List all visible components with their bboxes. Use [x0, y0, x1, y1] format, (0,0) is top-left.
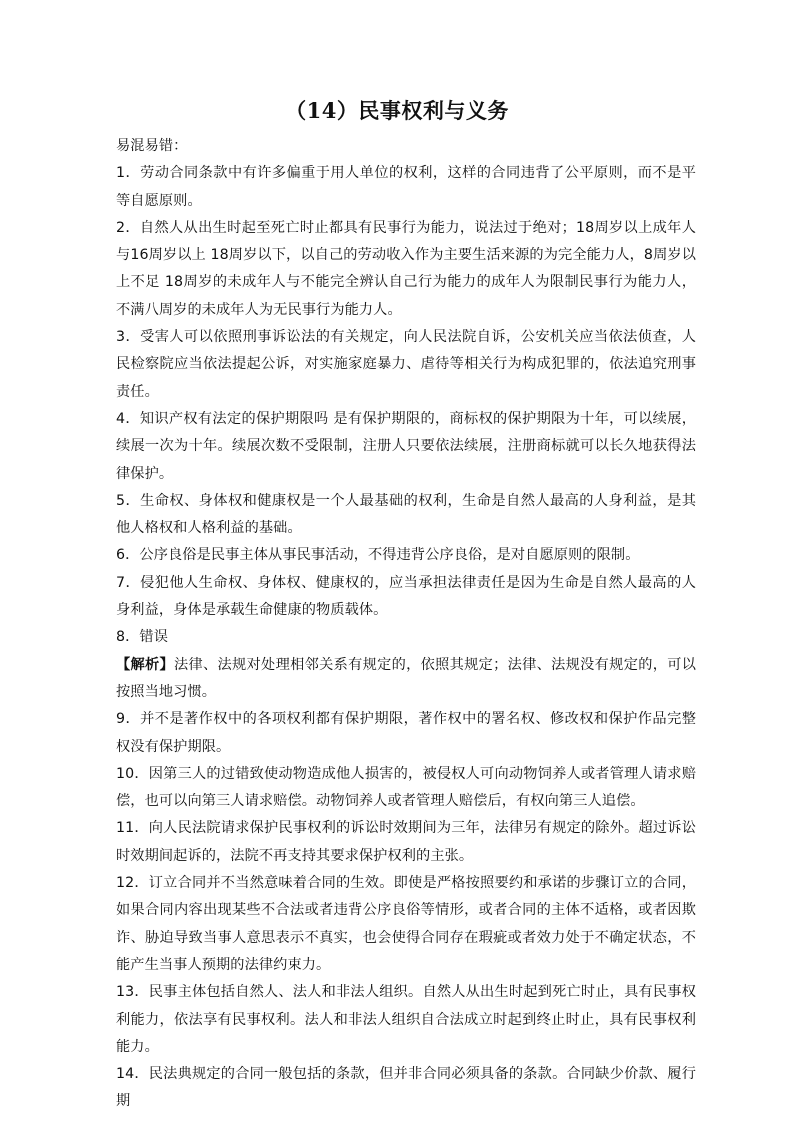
list-item: 13．民事主体包括自然人、法人和非法人组织。自然人从出生时起到死亡时止，具有民事权利能力，依法享有民事权利。法人和非法人组织自合法成立时起到终止时止，具有民事权利能力。	[116, 984, 696, 1055]
list-item: 8．错误	[116, 629, 168, 646]
list-item: 4．知识产权有法定的保护期限吗 是有保护期限的，商标权的保护期限为十年，可以续展，续展一次为十年。续展次数不受限制，注册人只要依法续展，注册商标就可以长久地获得法律保护。	[116, 410, 696, 482]
list-item: 3．受害人可以依照刑事诉讼法的有关规定，向人民法院自诉，公安机关应当依法侦查，人民检察院应当依法提起公诉，对实施家庭暴力、虐待等相关行为构成犯罪的，依法追究刑事责任。	[116, 329, 696, 400]
list-item: 11．向人民法院请求保护民事权利的诉讼时效期间为三年，法律另有规定的除外。超过诉讼时效期间起诉的，法院不再支持其要求保护权利的主张。	[116, 820, 696, 864]
list-item: 12．订立合同并不当然意味着合同的生效。即使是严格按照要约和承诺的步骤订立的合同，如果合同内容出现某些不合法或者违背公序良俗等情形，或者合同的主体不适格，或者因欺诈、胁迫导致当事人意思表示不真实，也会使得合同存在瑕疵或者效力处于不确定状态，不能产生当事人预期的法律约束力。	[116, 875, 696, 973]
document-body	[116, 133, 696, 1116]
list-item: 7．侵犯他人生命权、身体权、健康权的，应当承担法律责任是因为生命是自然人最高的人身利益，身体是承载生命健康的物质载体。	[116, 574, 696, 619]
list-item: 14．民法典规定的合同一般包括的条款，但并非合同必须具备的条款。合同缺少价款、履行期	[116, 1066, 696, 1110]
subheading: 易混易错：	[116, 138, 188, 154]
list-item: 9．并不是著作权中的各项权利都有保护期限，著作权中的署名权、修改权和保护作品完整权没有保护期限。	[116, 711, 696, 755]
page-title: （14）民事权利与义务	[285, 98, 509, 123]
analysis-paragraph	[116, 652, 696, 707]
analysis-text: 法律、法规对处理相邻关系有规定的，依照其规定；法律、法规没有规定的，可以按照当地习惯。	[116, 656, 696, 700]
list-item: 6．公序良俗是民事主体从事民事活动，不得违背公序良俗，是对自愿原则的限制。	[116, 547, 640, 564]
list-item: 5．生命权、身体权和健康权是一个人最基础的权利，生命是自然人最高的人身利益，是其他人格权和人格利益的基础。	[116, 492, 696, 537]
analysis-tag: 【解析】	[116, 656, 175, 673]
list-item: 10．因第三人的过错致使动物造成他人损害的，被侵权人可向动物饲养人或者管理人请求赔偿，也可以向第三人请求赔偿。动物饲养人或者管理人赔偿后，有权向第三人追偿。	[116, 765, 696, 810]
list-item: 1．劳动合同条款中有许多偏重于用人单位的权利，这样的合同违背了公平原则，而不是平等自愿原则。	[116, 165, 696, 209]
list-item: 2．自然人从出生时起至死亡时止都具有民事行为能力，说法过于绝对；18周岁以上成年人与16周岁以上 18周岁以下，以自己的劳动收入作为主要生活来源的为完全能力人，8周岁以上不足 18周岁的未成年人与不能完全辨认自己行为能力的成年人为限制民事行为能力人，不满八周岁的未成年人为无民事行为能力人。	[116, 219, 696, 318]
